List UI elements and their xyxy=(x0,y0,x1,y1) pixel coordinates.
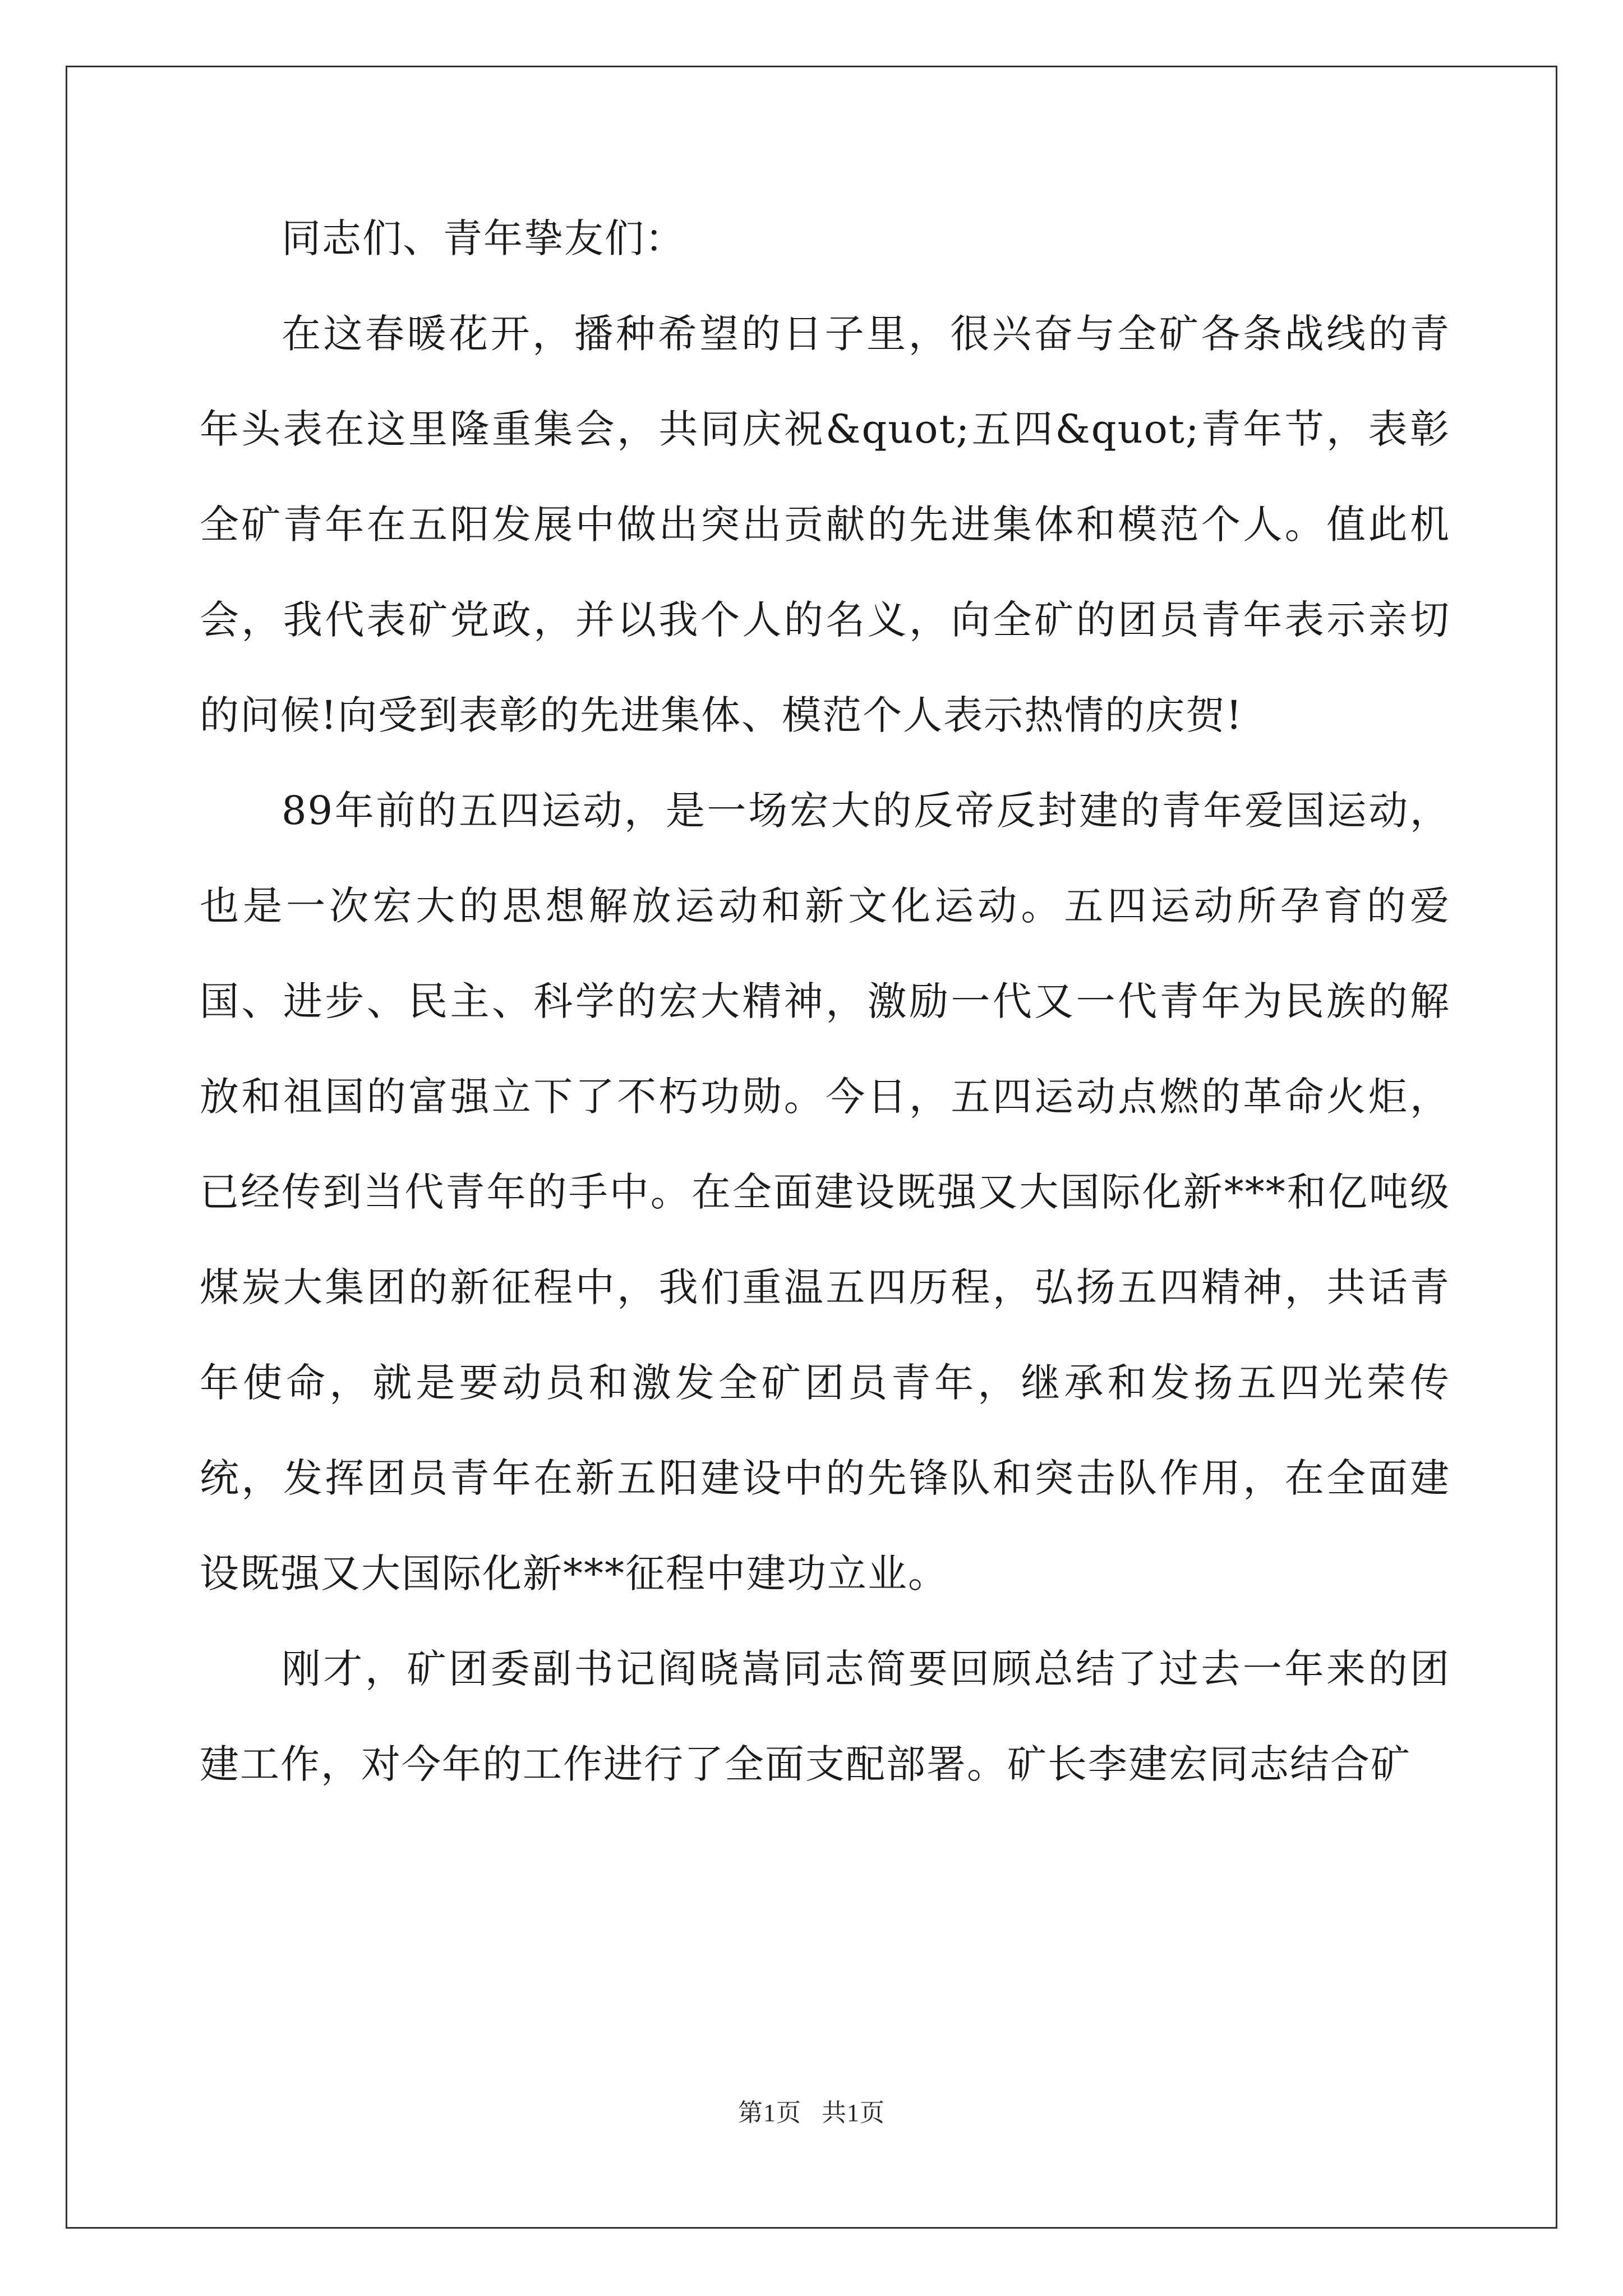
footer-spacer xyxy=(801,2099,822,2127)
paragraph-2: 89年前的五四运动，是一场宏大的反帝反封建的青年爱国运动，也是一次宏大的思想解放运动和新文化运动。五四运动所孕育的爱国、进步、民主、科学的宏大精神，激励一代又一代青年为民族的解放和祖国的富强立下了不朽功勋。今日，五四运动点燃的革命火炬，已经传到当代青年的手中。在全面建设既强又大国际化新***和亿吨级煤炭大集团的新征程中，我们重温五四历程，弘扬五四精神，共话青年使命，就是要动员和激发全矿团员青年，继承和发扬五四光荣传统，发挥团员青年在新五阳建设中的先锋队和突击队作用，在全面建设既强又大国际化新***征程中建功立业。 xyxy=(200,788,1450,1596)
page-footer xyxy=(0,2092,1623,2128)
paragraph-3: 刚才，矿团委副书记阎晓嵩同志简要回顾总结了过去一年来的团建工作，对今年的工作进行了全面支配部署。矿长李建宏同志结合矿 xyxy=(200,1646,1450,1787)
greeting-line: 同志们、青年挚友们： xyxy=(282,215,685,261)
document-body xyxy=(200,191,1450,1812)
page-number: 第1页 xyxy=(738,2099,801,2127)
paragraph-1: 在这春暖花开，播种希望的日子里，很兴奋与全矿各条战线的青年头表在这里隆重集会，共同庆祝&quot;五四&quot;青年节，表彰全矿青年在五阳发展中做出突出贡献的先进集体和模范个人。值此机会，我代表矿党政，并以我个人的名义，向全矿的团员青年表示亲切的问候!向受到表彰的先进集体、模范个人表示热情的庆贺! xyxy=(200,311,1450,738)
total-pages: 共1页 xyxy=(822,2099,885,2127)
